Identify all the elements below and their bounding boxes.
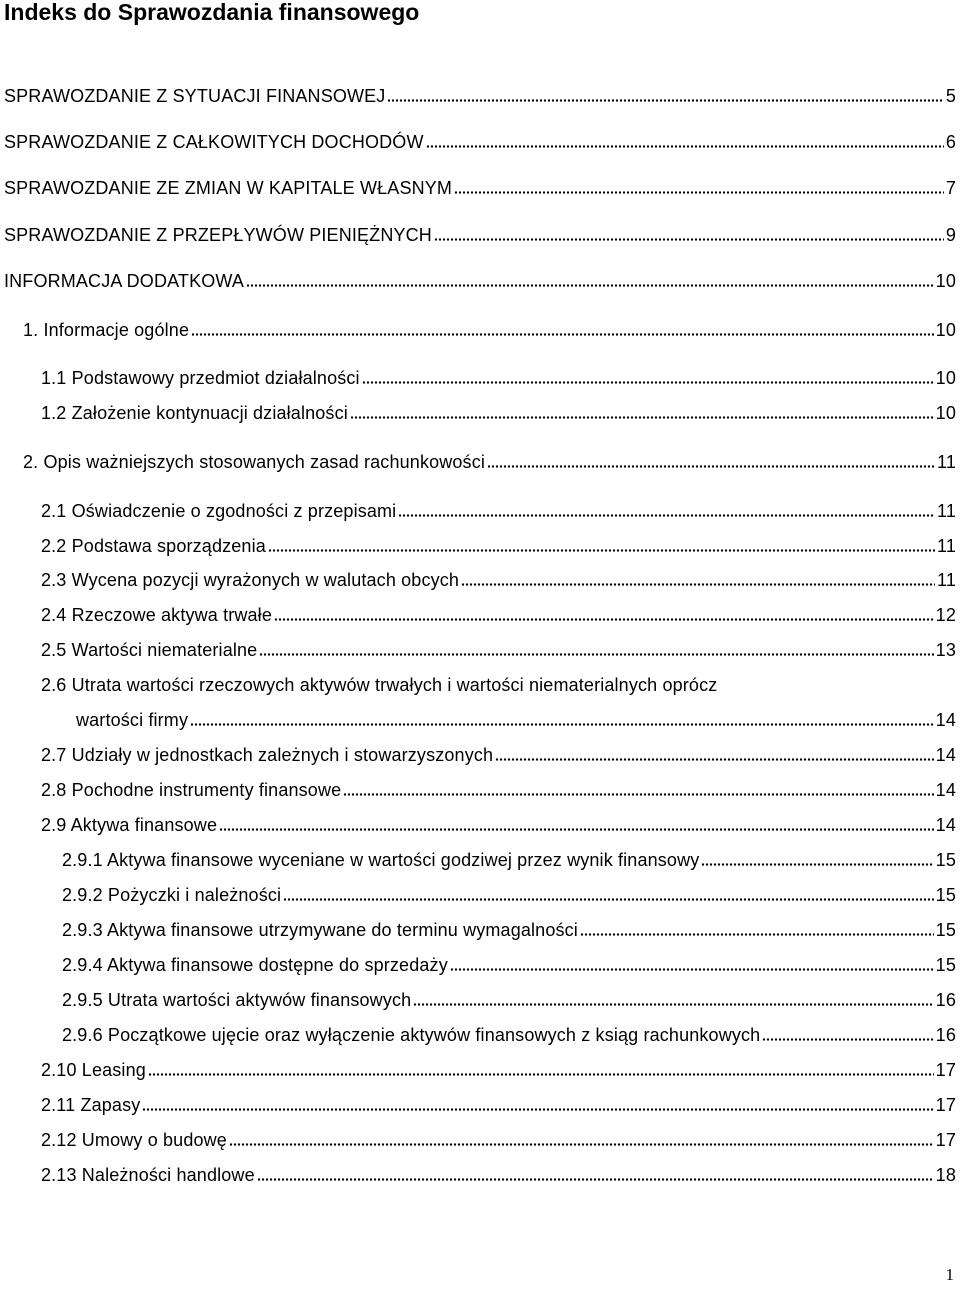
toc-entry-page: 10 bbox=[935, 271, 956, 291]
toc-entry[interactable] bbox=[41, 1094, 956, 1116]
toc-entry-label: 2.2 Podstawa sporządzenia bbox=[41, 536, 266, 556]
page-title: Indeks do Sprawozdania finansowego bbox=[4, 0, 420, 25]
toc-entry-label: 1. Informacje ogólne bbox=[23, 320, 190, 340]
toc-entry-label: INFORMACJA DODATKOWA bbox=[4, 271, 245, 291]
toc-entry-page: 13 bbox=[935, 640, 956, 660]
toc-entry-label: 2.9.5 Utrata wartości aktywów finansowych bbox=[62, 990, 412, 1010]
toc-entry[interactable] bbox=[41, 1059, 956, 1081]
toc-entry-label: 2.10 Leasing bbox=[41, 1060, 146, 1080]
toc-entry[interactable] bbox=[4, 131, 956, 153]
toc-entry[interactable] bbox=[62, 954, 956, 976]
toc-entry[interactable] bbox=[41, 779, 956, 801]
toc-entry-page: 5 bbox=[945, 86, 956, 106]
toc-entry-page: 17 bbox=[935, 1130, 956, 1150]
toc-entry-label: 2.4 Rzeczowe aktywa trwałe bbox=[41, 605, 272, 625]
toc-entry-page: 17 bbox=[935, 1060, 956, 1080]
toc-entry[interactable] bbox=[41, 367, 956, 389]
dot-leader bbox=[190, 723, 934, 726]
toc-entry-label: 2.3 Wycena pozycji wyrażonych w walutach obcych bbox=[41, 570, 460, 590]
dot-leader bbox=[362, 381, 934, 384]
toc-entry-label: 2.9 Aktywa finansowe bbox=[41, 815, 218, 835]
toc-entry-page: 16 bbox=[935, 990, 956, 1010]
toc-entry-label: 2.8 Pochodne instrumenty finansowe bbox=[41, 780, 342, 800]
toc-entry-label-continuation: wartości firmy bbox=[76, 710, 189, 730]
dot-leader bbox=[434, 238, 944, 241]
toc-entry-page: 11 bbox=[937, 536, 956, 556]
toc-entry[interactable] bbox=[41, 402, 956, 424]
toc-entry-label: 1.1 Podstawowy przedmiot działalności bbox=[41, 368, 360, 388]
dot-leader bbox=[762, 1038, 933, 1041]
toc-entry-page: 14 bbox=[935, 745, 956, 765]
toc-entry-page: 12 bbox=[935, 605, 956, 625]
dot-leader bbox=[387, 99, 943, 102]
toc-entry-page: 11 bbox=[937, 452, 956, 472]
toc-entry-page: 10 bbox=[935, 368, 956, 388]
toc-entry-page: 9 bbox=[945, 225, 956, 245]
toc-entry[interactable] bbox=[62, 849, 956, 871]
toc-entry-page: 11 bbox=[937, 501, 956, 521]
dot-leader bbox=[426, 145, 944, 148]
toc-entry-label: 2.1 Oświadczenie o zgodności z przepisami bbox=[41, 501, 397, 521]
toc-entry-page: 11 bbox=[937, 570, 956, 590]
dot-leader bbox=[142, 1108, 933, 1111]
toc-entry-label: SPRAWOZDANIE Z CAŁKOWITYCH DOCHODÓW bbox=[4, 132, 424, 152]
toc-entry[interactable] bbox=[76, 709, 956, 731]
dot-leader bbox=[454, 191, 944, 194]
toc-entry-label: 2.5 Wartości niematerialne bbox=[41, 640, 258, 660]
toc-entry[interactable] bbox=[41, 535, 956, 557]
dot-leader bbox=[257, 1178, 934, 1181]
dot-leader bbox=[580, 933, 934, 936]
dot-leader bbox=[191, 333, 934, 336]
toc-entry-label: SPRAWOZDANIE Z PRZEPŁYWÓW PIENIĘŻNYCH bbox=[4, 225, 432, 245]
toc-entry-label: 1.2 Założenie kontynuacji działalności bbox=[41, 403, 348, 423]
toc-entry-label: 2.7 Udziały w jednostkach zależnych i stowarzyszonych bbox=[41, 745, 494, 765]
toc-entry[interactable] bbox=[41, 1129, 956, 1151]
toc-entry[interactable] bbox=[62, 1024, 956, 1046]
toc-entry-label: 2.9.2 Pożyczki i należności bbox=[62, 885, 282, 905]
toc-entry-label: 2.9.3 Aktywa finansowe utrzymywane do terminu wymagalności bbox=[62, 920, 578, 940]
toc-entry-page: 14 bbox=[935, 815, 956, 835]
toc-entry-page: 15 bbox=[935, 885, 956, 905]
dot-leader bbox=[450, 968, 934, 971]
dot-leader bbox=[343, 793, 933, 796]
toc-entry-page: 16 bbox=[935, 1025, 956, 1045]
toc-entry-label-first-line[interactable]: 2.6 Utrata wartości rzeczowych aktywów trwałych i wartości niematerialnych oprócz bbox=[41, 675, 718, 695]
toc-entry-page: 10 bbox=[935, 320, 956, 340]
toc-entry[interactable] bbox=[4, 85, 956, 107]
toc-entry[interactable] bbox=[41, 1164, 956, 1186]
dot-leader bbox=[398, 514, 935, 517]
toc-entry[interactable] bbox=[4, 270, 956, 292]
toc-entry-page: 14 bbox=[935, 710, 956, 730]
toc-entry[interactable] bbox=[62, 989, 956, 1011]
toc-entry[interactable] bbox=[23, 451, 956, 473]
dot-leader bbox=[268, 549, 935, 552]
toc-entry-label: SPRAWOZDANIE Z SYTUACJI FINANSOWEJ bbox=[4, 86, 386, 106]
dot-leader bbox=[246, 284, 934, 287]
toc-entry[interactable] bbox=[41, 569, 956, 591]
toc-entry-label: 2. Opis ważniejszych stosowanych zasad rachunkowości bbox=[23, 452, 486, 472]
dot-leader bbox=[219, 828, 934, 831]
toc-entry-page: 17 bbox=[935, 1095, 956, 1115]
toc-entry[interactable] bbox=[41, 814, 956, 836]
toc-entry[interactable] bbox=[41, 500, 956, 522]
toc-entry[interactable] bbox=[62, 884, 956, 906]
page-number: 1 bbox=[945, 1265, 954, 1284]
toc-entry[interactable] bbox=[41, 639, 956, 661]
dot-leader bbox=[461, 583, 935, 586]
toc-entry[interactable] bbox=[41, 604, 956, 626]
toc-entry[interactable] bbox=[41, 744, 956, 766]
dot-leader bbox=[350, 416, 934, 419]
toc-entry-page: 7 bbox=[945, 178, 956, 198]
toc-entry-page: 6 bbox=[945, 132, 956, 152]
dot-leader bbox=[495, 758, 934, 761]
toc-entry[interactable] bbox=[4, 224, 956, 246]
toc-entry-label: 2.9.4 Aktywa finansowe dostępne do sprzedaży bbox=[62, 955, 448, 975]
toc-entry-label: 2.12 Umowy o budowę bbox=[41, 1130, 227, 1150]
toc-entry[interactable] bbox=[23, 319, 956, 341]
dot-leader bbox=[701, 863, 933, 866]
toc-entry-label: SPRAWOZDANIE ZE ZMIAN W KAPITALE WŁASNYM bbox=[4, 178, 453, 198]
dot-leader bbox=[274, 618, 934, 621]
toc-entry-page: 15 bbox=[935, 920, 956, 940]
toc-entry-label: 2.11 Zapasy bbox=[41, 1095, 141, 1115]
dot-leader bbox=[148, 1073, 934, 1076]
toc-entry[interactable] bbox=[4, 177, 956, 199]
toc-entry-label: 2.13 Należności handlowe bbox=[41, 1165, 255, 1185]
dot-leader bbox=[259, 653, 933, 656]
toc-entry-label: 2.9.1 Aktywa finansowe wyceniane w wartości godziwej przez wynik finansowy bbox=[62, 850, 700, 870]
dot-leader bbox=[229, 1143, 934, 1146]
toc-entry-page: 10 bbox=[935, 403, 956, 423]
toc-entry-page: 18 bbox=[935, 1165, 956, 1185]
toc-entry-page: 15 bbox=[935, 955, 956, 975]
toc-entry-page: 15 bbox=[935, 850, 956, 870]
toc-entry[interactable] bbox=[62, 919, 956, 941]
toc-entry-label: 2.9.6 Początkowe ujęcie oraz wyłączenie aktywów finansowych z ksiąg rachunkowych bbox=[62, 1025, 761, 1045]
dot-leader bbox=[283, 898, 934, 901]
dot-leader bbox=[487, 465, 935, 468]
toc-entry-page: 14 bbox=[935, 780, 956, 800]
dot-leader bbox=[413, 1003, 933, 1006]
